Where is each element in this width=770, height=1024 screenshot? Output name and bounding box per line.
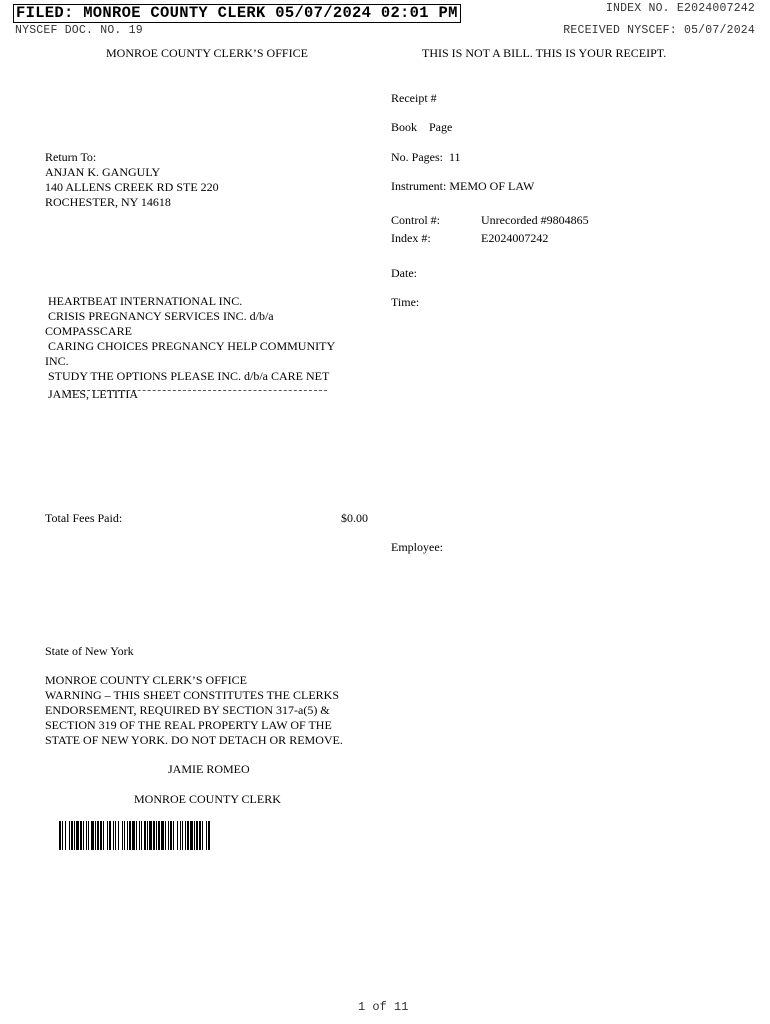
barcode-bar bbox=[199, 821, 201, 850]
state-label: State of New York bbox=[45, 644, 134, 658]
barcode-bar bbox=[187, 821, 189, 850]
barcode-bar bbox=[168, 821, 169, 850]
party-line: CRISIS PREGNANCY SERVICES INC. d/b/a bbox=[45, 309, 274, 323]
barcode-bar bbox=[161, 821, 164, 850]
clerk-title: MONROE COUNTY CLERK bbox=[134, 792, 281, 806]
employee-label: Employee: bbox=[391, 540, 443, 554]
party-line: COMPASSCARE bbox=[45, 324, 132, 338]
control-value: Unrecorded #9804865 bbox=[481, 213, 589, 227]
barcode-bar bbox=[182, 821, 183, 850]
barcode-bar bbox=[80, 821, 82, 850]
barcode-bar bbox=[180, 821, 181, 850]
receipt-number-label: Receipt # bbox=[391, 91, 437, 105]
date-label: Date: bbox=[391, 266, 417, 280]
barcode-bar bbox=[74, 821, 75, 850]
party-line: CARING CHOICES PREGNANCY HELP COMMUNITY bbox=[45, 339, 336, 353]
clerk-office-name: MONROE COUNTY CLERK’S OFFICE bbox=[45, 673, 247, 687]
party-line: HEARTBEAT INTERNATIONAL INC. bbox=[45, 294, 243, 308]
barcode-bar bbox=[149, 821, 152, 850]
total-fees-amount: $0.00 bbox=[341, 511, 368, 525]
barcode-bar bbox=[83, 821, 84, 850]
barcode-bar bbox=[127, 821, 128, 850]
total-fees-label: Total Fees Paid: bbox=[45, 511, 123, 525]
return-to-line: ANJAN K. GANGULY bbox=[45, 165, 161, 179]
barcode-bar bbox=[103, 821, 104, 850]
index-value: E2024007242 bbox=[481, 231, 549, 245]
barcode-bar bbox=[59, 821, 61, 850]
barcode-bar bbox=[88, 821, 89, 850]
warning-line: WARNING – THIS SHEET CONSTITUTES THE CLERKS bbox=[45, 688, 340, 702]
barcode-bar bbox=[91, 821, 94, 850]
barcode-bar bbox=[141, 821, 142, 850]
barcode-bar bbox=[95, 821, 96, 850]
book-page-label: Book Page bbox=[391, 120, 453, 134]
barcode-bar bbox=[153, 821, 155, 850]
barcode-bar bbox=[147, 821, 148, 850]
number-of-pages: No. Pages: 11 bbox=[391, 150, 461, 164]
barcode-bar bbox=[115, 821, 116, 850]
barcode-bar bbox=[185, 821, 186, 850]
nyscef-doc-number: NYSCEF DOC. NO. 19 bbox=[15, 24, 143, 37]
receipt-notice: THIS IS NOT A BILL. THIS IS YOUR RECEIPT. bbox=[422, 46, 667, 60]
barcode-bar bbox=[129, 821, 131, 850]
barcode-bar bbox=[107, 821, 108, 850]
warning-line: ENDORSEMENT, REQUIRED BY SECTION 317-a(5) & bbox=[45, 703, 330, 717]
received-date: RECEIVED NYSCEF: 05/07/2024 bbox=[563, 24, 755, 37]
barcode-bar bbox=[208, 821, 210, 850]
control-label: Control #: bbox=[391, 213, 441, 227]
barcode-bar bbox=[158, 821, 160, 850]
barcode-bar bbox=[71, 821, 73, 850]
barcode-bar bbox=[165, 821, 166, 850]
return-to-label: Return To: bbox=[45, 150, 97, 164]
time-label: Time: bbox=[391, 295, 420, 309]
barcode-bar bbox=[196, 821, 198, 850]
barcode bbox=[59, 821, 243, 850]
barcode-bar bbox=[109, 821, 111, 850]
page-number: 1 of 11 bbox=[358, 1000, 409, 1014]
barcode-bar bbox=[62, 821, 63, 850]
warning-line: STATE OF NEW YORK. DO NOT DETACH OR REMOVE. bbox=[45, 733, 343, 747]
party-line: STUDY THE OPTIONS PLEASE INC. d/b/a CARE NET bbox=[45, 369, 330, 383]
office-title: MONROE COUNTY CLERK’S OFFICE bbox=[106, 46, 308, 60]
barcode-bar bbox=[190, 821, 193, 850]
clerk-name: JAMIE ROMEO bbox=[168, 762, 250, 776]
party-line: INC. bbox=[45, 354, 69, 368]
barcode-bar bbox=[202, 821, 203, 850]
barcode-bar bbox=[76, 821, 79, 850]
instrument-type: Instrument: MEMO OF LAW bbox=[391, 179, 535, 193]
barcode-bar bbox=[156, 821, 157, 850]
party-line: JAMES, LETITIA bbox=[45, 387, 138, 401]
barcode-bar bbox=[177, 821, 178, 850]
barcode-bar bbox=[118, 821, 119, 850]
filed-stamp: FILED: MONROE COUNTY CLERK 05/07/2024 02:01 PM bbox=[13, 4, 461, 23]
barcode-bar bbox=[65, 821, 66, 850]
barcode-bar bbox=[100, 821, 102, 850]
barcode-bar bbox=[69, 821, 70, 850]
return-to-line: ROCHESTER, NY 14618 bbox=[45, 195, 171, 209]
barcode-bar bbox=[97, 821, 99, 850]
index-label: Index #: bbox=[391, 231, 431, 245]
barcode-bar bbox=[170, 821, 172, 850]
return-to-line: 140 ALLENS CREEK RD STE 220 bbox=[45, 180, 219, 194]
barcode-bar bbox=[194, 821, 195, 850]
barcode-bar bbox=[113, 821, 114, 850]
barcode-bar bbox=[136, 821, 137, 850]
barcode-bar bbox=[132, 821, 135, 850]
barcode-bar bbox=[124, 821, 125, 850]
index-number: INDEX NO. E2024007242 bbox=[605, 2, 755, 15]
barcode-bar bbox=[173, 821, 174, 850]
barcode-bar bbox=[206, 821, 207, 850]
barcode-bar bbox=[86, 821, 87, 850]
warning-line: SECTION 319 OF THE REAL PROPERTY LAW OF THE bbox=[45, 718, 332, 732]
barcode-bar bbox=[122, 821, 123, 850]
barcode-bar bbox=[144, 821, 146, 850]
barcode-bar bbox=[139, 821, 140, 850]
